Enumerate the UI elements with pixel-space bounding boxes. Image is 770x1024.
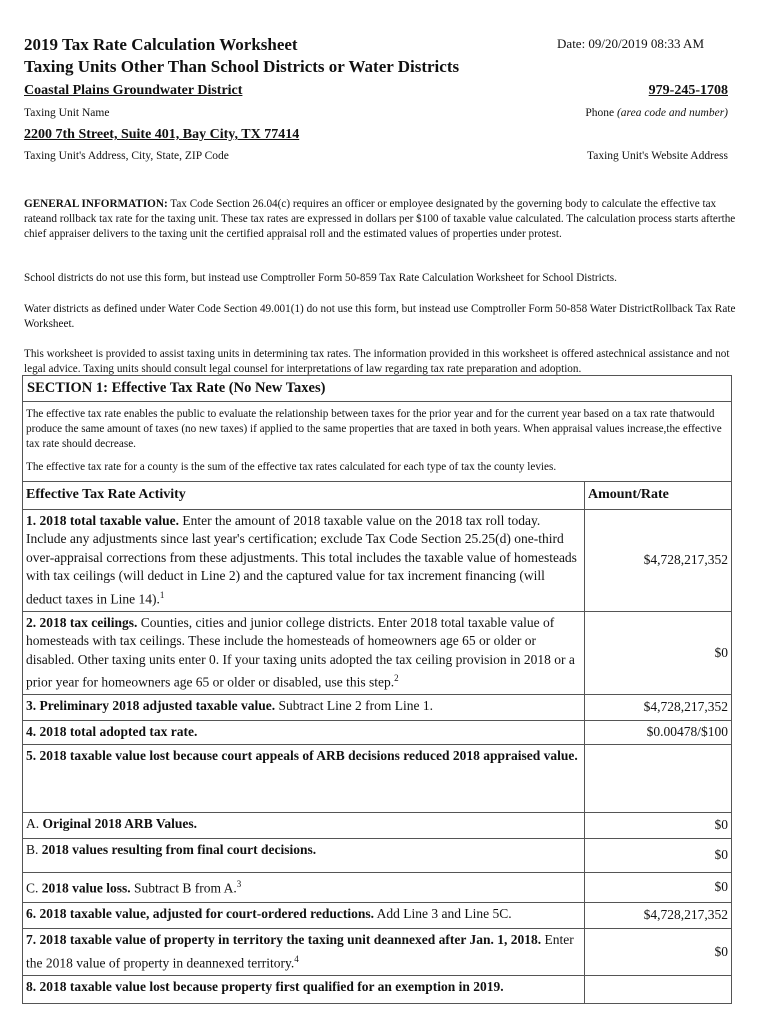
row-label: 8. 2018 taxable value lost because property first qualified for an exemption in 2019. — [26, 978, 504, 994]
row-text: Subtract B from A. — [130, 880, 237, 896]
row-label: 3. Preliminary 2018 adjusted taxable value. — [26, 698, 276, 713]
water-district-note: Water districts as defined under Water Code Section 49.001(1) do not use this form, but instead use Comptroller Form 50-858 Water DistrictRollback Tax Rate Worksheet. — [24, 303, 736, 330]
row-description — [23, 509, 585, 611]
row-description — [23, 695, 585, 721]
row-prefix: B. — [26, 842, 42, 857]
activity-table — [23, 481, 731, 1003]
col-amount-header: Amount/Rate — [585, 482, 732, 510]
taxing-unit-name-value: Coastal Plains Groundwater District — [24, 83, 243, 98]
phone-label-suffix: (area code and number) — [616, 107, 728, 119]
row-amount: $0 — [585, 873, 732, 903]
row-prefix: C. — [26, 880, 42, 896]
row-label: 2. 2018 tax ceilings. — [26, 614, 138, 630]
col-activity-header: Effective Tax Rate Activity — [23, 482, 585, 510]
general-info-lead: GENERAL INFORMATION: — [24, 198, 168, 210]
phone-label — [585, 107, 728, 119]
table-row — [23, 611, 731, 695]
row-amount: $4,728,217,352 — [585, 903, 732, 929]
row-text: Enter the 2018 value of property in deannexed territory. — [26, 932, 574, 970]
section-1-table — [22, 375, 732, 1004]
table-row — [23, 745, 731, 813]
row-amount: $0.00478/$100 — [585, 721, 732, 745]
taxing-unit-name-label: Taxing Unit Name — [24, 107, 110, 119]
general-information — [24, 197, 746, 242]
website-label: Taxing Unit's Website Address — [587, 150, 728, 162]
table-row — [23, 813, 731, 839]
footnote-ref: 4 — [294, 953, 299, 964]
table-row — [23, 873, 731, 903]
row-amount: $0 — [585, 929, 732, 976]
row-description — [23, 745, 585, 813]
row-label: Original 2018 ARB Values. — [42, 816, 198, 831]
table-row — [23, 975, 731, 1003]
footnote-ref: 1 — [159, 589, 165, 600]
row-label: 2018 values resulting from final court decisions. — [41, 842, 317, 857]
table-row — [23, 929, 731, 976]
row-amount: $0 — [585, 839, 732, 873]
date-stamp: Date: 09/20/2019 08:33 AM — [557, 36, 704, 51]
row-amount: $0 — [585, 611, 732, 695]
row-label: 4. 2018 total adopted tax rate. — [26, 724, 198, 739]
table-row — [23, 695, 731, 721]
row-prefix: A. — [26, 816, 43, 831]
row-description — [23, 721, 585, 745]
row-text: Counties, cities and junior college districts. Enter 2018 total taxable value of homesteads with tax ceilings. These include the homesteads of homeowners age 65 or older or disabled. Other taxing units enter 0. If your taxing units adopted the tax ceiling provision in 2018 or a prior year for homeowners age 65 or older or disabled, use this step. — [26, 614, 575, 690]
row-label: 5. 2018 taxable value lost because court appeals of ARB decisions reduced 2018 appraised value. — [26, 748, 578, 763]
footnote-ref: 3 — [236, 879, 242, 889]
row-description — [23, 873, 585, 903]
table-row — [23, 903, 731, 929]
row-text: Enter the amount of 2018 taxable value on the 2018 tax roll today. Include any adjustments since last year's certification; exclude Tax Code Section 25.25(d) one-third over-appraisal corrections from these adjustments. This total includes the taxable value of homesteads with tax ceilings (will deduct in Line 2) and the captured value for tax increment financing (will deduct taxes in Line 14). — [26, 512, 577, 606]
row-label: 6. 2018 taxable value, adjusted for court-ordered reductions. — [26, 906, 374, 921]
general-info-text: Tax Code Section 26.04(c) requires an officer or employee designated by the governing body to calculate the effective tax rateand rollback tax rate for the taxing unit. These tax rates are expressed in dollars per $100 of taxable value calculated. The calculation process starts afterthe chief appraiser delivers to the taxing unit the certified appraisal roll and the estimated values of properties under protest. — [24, 198, 736, 240]
row-amount: $0 — [585, 813, 732, 839]
row-description — [23, 903, 585, 929]
address-label: Taxing Unit's Address, City, State, ZIP Code — [24, 150, 229, 162]
row-description — [23, 611, 585, 695]
row-amount: $4,728,217,352 — [585, 695, 732, 721]
table-row — [23, 509, 731, 611]
section-1-description — [23, 402, 731, 481]
row-label: 1. 2018 total taxable value. — [26, 512, 179, 528]
row-description — [23, 813, 585, 839]
phone-value: 979-245-1708 — [648, 83, 728, 98]
row-label: 2018 value loss. — [41, 880, 131, 896]
row-description — [23, 929, 585, 976]
section-1-heading: SECTION 1: Effective Tax Rate (No New Taxes) — [23, 376, 731, 402]
section-1-desc-2: The effective tax rate for a county is the sum of the effective tax rates calculated for each type of tax the county levies. — [26, 461, 557, 473]
row-description — [23, 839, 585, 873]
title-line-2: Taxing Units Other Than School Districts or Water Districts — [24, 57, 460, 76]
assistance-note: This worksheet is provided to assist taxing units in determining tax rates. The information provided in this worksheet is offered astechnical assistance and not legal advice. Taxing units should consult legal counsel for interpretations of law regarding tax rate preparation and adoption. — [24, 348, 730, 375]
worksheet-title — [24, 34, 459, 78]
table-row — [23, 839, 731, 873]
row-text: Subtract Line 2 from Line 1. — [275, 698, 433, 713]
activity-rows — [23, 509, 731, 1003]
footnote-ref: 2 — [394, 673, 399, 683]
row-text: Add Line 3 and Line 5C. — [373, 906, 512, 921]
row-amount: $4,728,217,352 — [585, 509, 732, 611]
row-amount — [585, 745, 732, 813]
row-amount — [585, 975, 732, 1003]
phone-label-text: Phone — [585, 107, 615, 119]
row-description — [23, 975, 585, 1003]
table-row — [23, 721, 731, 745]
row-label: 7. 2018 taxable value of property in territory the taxing unit deannexed after Jan. 1, 2018. — [26, 932, 542, 947]
section-1-desc-1: The effective tax rate enables the public to evaluate the relationship between taxes for the prior year and for the current year based on a tax rate thatwould produce the same amount of taxes (no new taxes) if applied to the same properties that are taxed in both years. When appraisal values increase,the effective tax rate should decrease. — [26, 408, 722, 450]
address-value: 2200 7th Street, Suite 401, Bay City, TX 77414 — [24, 127, 300, 142]
title-line-1: 2019 Tax Rate Calculation Worksheet — [24, 35, 298, 54]
school-district-note: School districts do not use this form, but instead use Comptroller Form 50-859 Tax Rate Calculation Worksheet for School Districts. — [24, 272, 617, 284]
